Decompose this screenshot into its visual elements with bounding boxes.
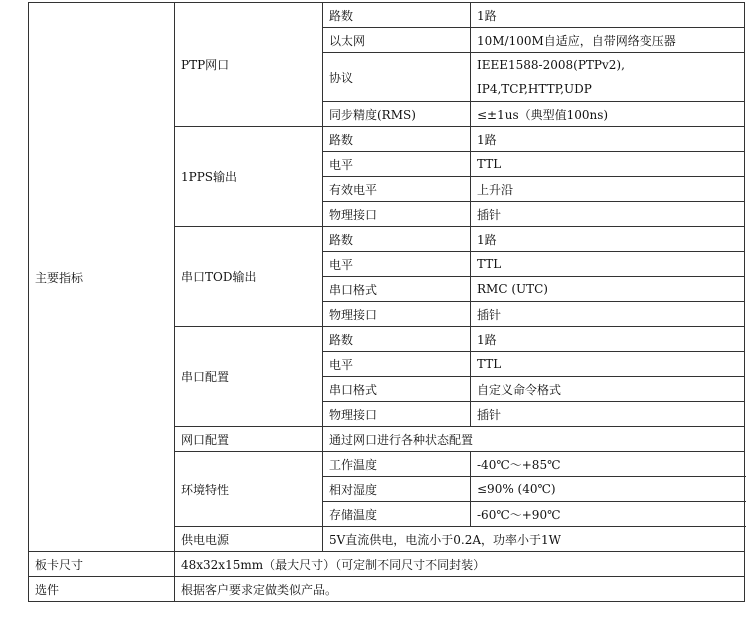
serial-config-label: 串口配置 [175,327,323,427]
spec-value: ≤±1us（典型值100ns) [471,102,745,127]
spec-value: 插针 [471,202,745,227]
spec-key: 协议 [323,53,471,102]
spec-key: 路数 [323,127,471,152]
spec-value: 根据客户要求定做类似产品。 [175,577,745,602]
spec-key: 以太网 [323,28,471,53]
spec-key: 物理接口 [323,302,471,327]
spec-table [28,2,745,602]
power-supply-label: 供电电源 [175,527,323,552]
spec-key: 路数 [323,327,471,352]
spec-key: 路数 [323,227,471,252]
spec-key: 同步精度(RMS) [323,102,471,127]
spec-value: 上升沿 [471,177,745,202]
spec-value: ≤90% (40℃) [471,477,745,502]
spec-key: 存储温度 [323,502,471,527]
protocol-line-1: IEEE1588-2008(PTPv2), [477,58,625,72]
spec-key: 工作温度 [323,452,471,477]
options-label: 选件 [29,577,175,602]
pps-output-label: 1PPS输出 [175,127,323,227]
spec-key: 物理接口 [323,202,471,227]
table-row [29,3,745,28]
spec-key: 串口格式 [323,277,471,302]
main-specs-label: 主要指标 [29,3,175,552]
table-row [29,552,745,577]
spec-key: 路数 [323,3,471,28]
spec-value: TTL [471,352,745,377]
tod-output-label: 串口TOD输出 [175,227,323,327]
spec-value: 通过网口进行各种状态配置 [323,427,745,452]
table-row [29,577,745,602]
spec-value: 10M/100M自适应，自带网络变压器 [471,28,745,53]
spec-key: 电平 [323,152,471,177]
spec-value: 1路 [471,3,745,28]
spec-key: 物理接口 [323,402,471,427]
spec-value: -40℃～+85℃ [471,452,745,477]
spec-value: TTL [471,152,745,177]
spec-value: 1路 [471,227,745,252]
ptp-port-label: PTP网口 [175,3,323,127]
spec-value: 5V直流供电，电流小于0.2A，功率小于1W [323,527,745,552]
protocol-line-2: IP4,TCP,HTTP,UDP [477,82,592,96]
spec-key: 电平 [323,352,471,377]
spec-value: 插针 [471,402,745,427]
spec-value: 1路 [471,127,745,152]
spec-value: RMC (UTC) [471,277,745,302]
spec-value: 1路 [471,327,745,352]
spec-key: 电平 [323,252,471,277]
spec-key: 串口格式 [323,377,471,402]
spec-key: 相对湿度 [323,477,471,502]
net-config-label: 网口配置 [175,427,323,452]
spec-key: 有效电平 [323,177,471,202]
environment-label: 环境特性 [175,452,323,527]
spec-value: -60℃～+90℃ [471,502,745,527]
spec-value: 插针 [471,302,745,327]
board-size-label: 板卡尺寸 [29,552,175,577]
spec-value [471,53,745,102]
spec-value: TTL [471,252,745,277]
spec-value: 自定义命令格式 [471,377,745,402]
spec-value: 48x32x15mm（最大尺寸）（可定制不同尺寸不同封装） [175,552,745,577]
